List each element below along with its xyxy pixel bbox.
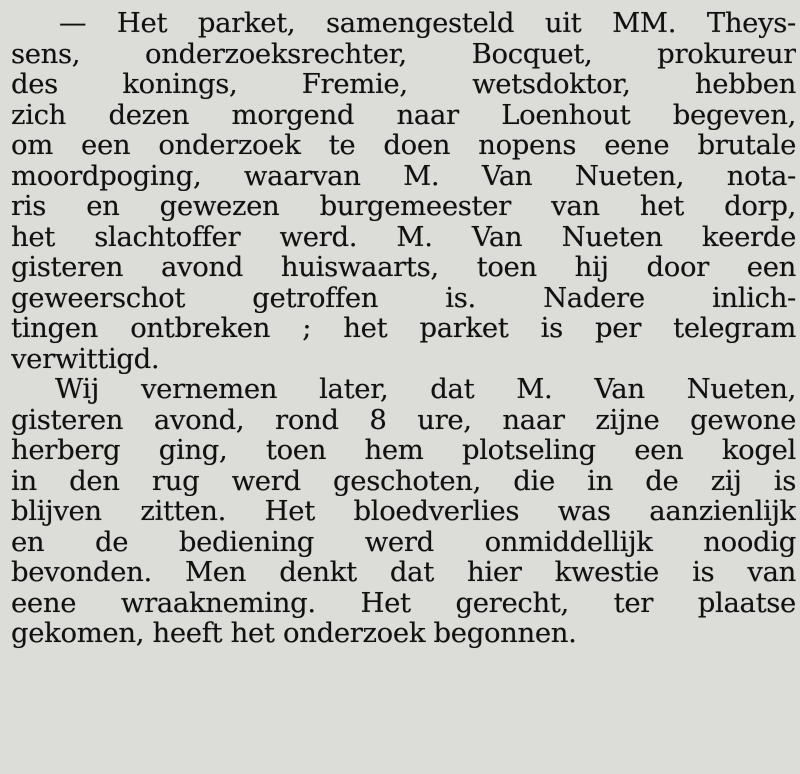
text-line: herberg ging, toen hem plotseling een kogel [11,435,796,466]
article-body [11,8,796,649]
paragraph-2 [11,374,796,649]
text-line: in den rug werd geschoten, die in de zij is [11,465,796,496]
text-line: gisteren avond huiswaarts, toen hij door een [11,252,796,283]
text-line: blijven zitten. Het bloedverlies was aanzienlijk [11,496,796,527]
text-line: het slachtoffer werd. M. Van Nueten keerde [11,221,796,252]
text-line: ris en gewezen burgemeester van het dorp, [11,191,796,222]
paragraph-1 [11,8,796,374]
text-line: tingen ontbreken ; het parket is per telegram [11,313,796,344]
text-line: moordpoging, waarvan M. Van Nueten, nota- [11,160,796,191]
text-line: geweerschot getroffen is. Nadere inlich- [11,282,796,313]
text-line: sens, onderzoeksrechter, Bocquet, prokureur [11,38,796,69]
text-line: — Het parket, samengesteld uit MM. Theys- [59,8,796,39]
text-line: Wij vernemen later, dat M. Van Nueten, [55,374,796,405]
text-line: eene wraakneming. Het gerecht, ter plaatse [11,587,796,618]
text-line: gisteren avond, rond 8 ure, naar zijne gewone [11,404,796,435]
text-line: zich dezen morgend naar Loenhout begeven, [11,99,796,130]
text-line: gekomen, heeft het onderzoek begonnen. [11,618,577,649]
text-line: bevonden. Men denkt dat hier kwestie is van [11,557,796,588]
text-line: des konings, Fremie, wetsdoktor, hebben [11,69,796,100]
text-line: verwittigd. [11,343,160,374]
text-line: om een onderzoek te doen nopens eene brutale [11,130,796,161]
text-line: en de bediening werd onmiddellijk noodig [11,526,796,557]
